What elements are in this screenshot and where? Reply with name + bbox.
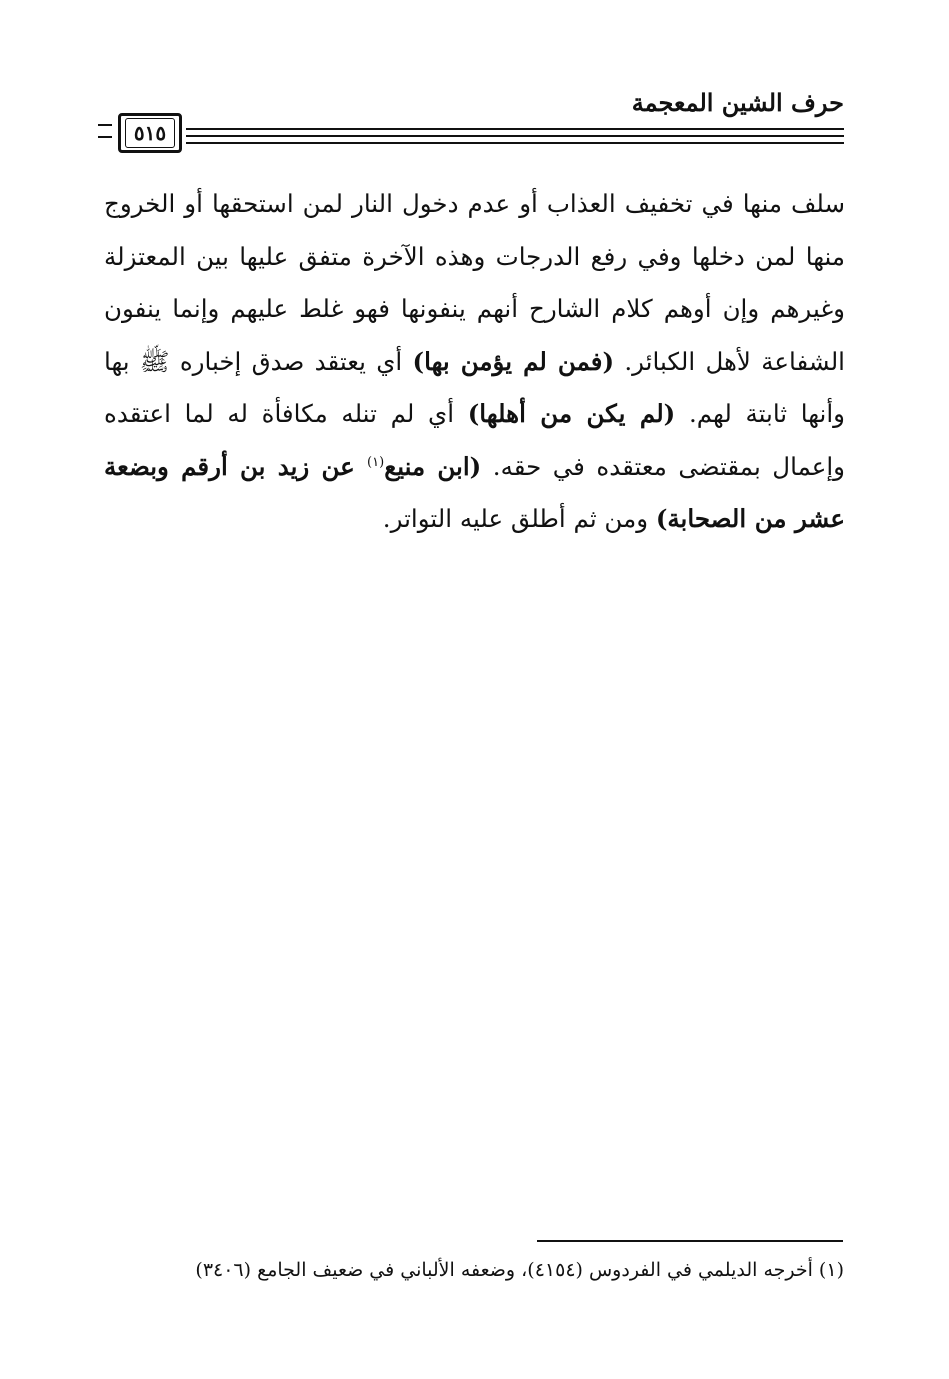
header-rule: [186, 135, 844, 137]
body-text-run: ومن ثم أطلق عليه التواتر.: [382, 504, 656, 533]
header-rule-ornament: [98, 124, 112, 138]
body-text-run: أي لم تنله مكافأة له لما اعتقده وإعمال بمقتضى معتقده في حقه.: [104, 399, 845, 481]
footnote: (١) أخرجه الديلمي في الفردوس (٤١٥٤)، وضعفه الألباني في ضعيف الجامع (٣٤٠٦): [195, 1259, 844, 1281]
header-rule: [186, 128, 844, 130]
page-number: ٥١٥: [133, 121, 167, 145]
quoted-hadith-phrase: (فمن لم يؤمن بها): [412, 346, 615, 376]
body-text: [104, 178, 845, 546]
footnote-separator: [537, 1240, 843, 1242]
quoted-hadith-phrase: (لم يكن من أهلها): [467, 399, 676, 428]
source-citation: (ابن منيع: [384, 451, 482, 481]
body-text-run: سلف منها في تخفيف العذاب أو عدم دخول النار لمن استحقها أو الخروج منها لمن دخلها وفي رفع الدرجات وهذه الآخرة متفق عليها بين المعتزلة وغيرهم وإن أوهم كلام الشارح أنهم ينفونها فهو غلط عليهم وإنما ينفون الشفاعة لأهل الكبائر.: [104, 189, 845, 376]
header-rule: [186, 142, 844, 144]
footnote-marker[interactable]: (١): [367, 454, 385, 470]
body-paragraph: [104, 178, 845, 546]
source-citation: عن زيد بن أرقم وبضعة عشر من الصحابة): [104, 451, 845, 533]
running-head-title: حرف الشين المعجمة: [631, 88, 844, 117]
body-text-run: أي يعتقد صدق إخباره ﷺ بها وأنها ثابتة لهم.: [104, 346, 845, 428]
